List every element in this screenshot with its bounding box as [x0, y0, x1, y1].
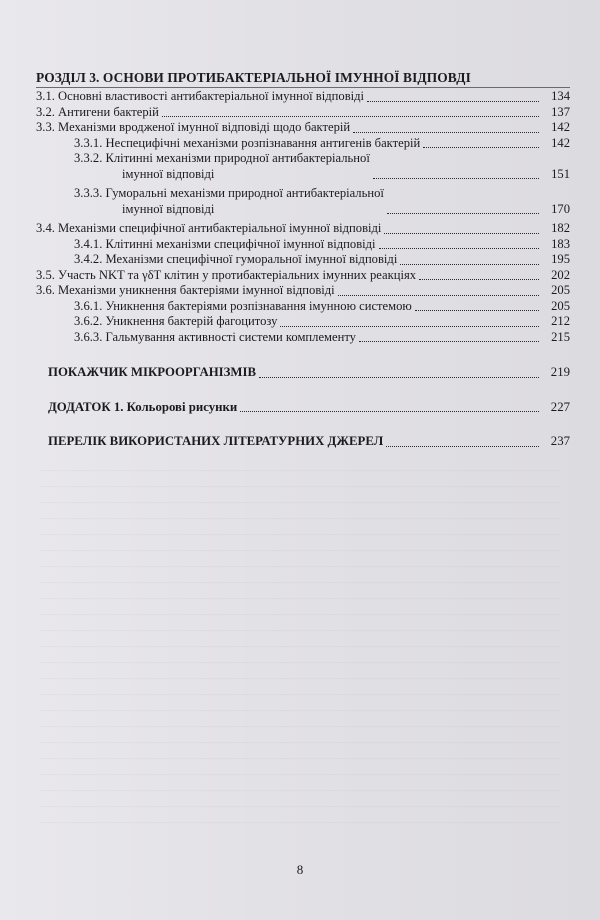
section-title: РОЗДІЛ 3. ОСНОВИ ПРОТИБАКТЕРІАЛЬНОЇ ІМУННОЇ ВІДПОВДІ: [36, 70, 570, 88]
toc-entry-page: 227: [550, 399, 570, 414]
leader-dots: [353, 132, 539, 133]
toc-entry-text: 3.6.3. Гальмування активності системи комплементу: [74, 329, 356, 344]
toc-entry: [36, 186, 570, 217]
toc-entry-text: 3.3.2. Клітинні механізми природної антибактеріальної: [74, 151, 370, 165]
leader-dots: [379, 248, 539, 249]
leader-dots: [162, 116, 539, 117]
toc-entry-text: 3.2. Антигени бактерій: [36, 104, 159, 119]
toc-entry: [36, 221, 570, 237]
toc-entry-text: 3.1. Основні властивості антибактеріальної імунної відповіді: [36, 89, 365, 103]
toc-entry-text: 3.4.1. Клітинні механізми специфічної імунної відповіді: [74, 236, 376, 251]
toc-entry-page: 205: [551, 283, 570, 297]
toc-entry-page: 134: [551, 89, 570, 103]
toc-entry-text-continued: імунної відповіді: [122, 166, 215, 181]
toc-entry-text: 3.4.2. Механізми специфічної гуморальної імунної відповіді: [74, 252, 398, 266]
toc-entry: [36, 151, 570, 182]
toc-entry-page: 215: [551, 329, 570, 344]
toc-entry: [36, 136, 570, 152]
leader-dots: [386, 446, 539, 447]
toc-entry-page: 183: [551, 236, 570, 251]
toc-entry-text: ДОДАТОК 1. Кольорові рисунки: [48, 399, 238, 414]
leader-dots: [384, 233, 539, 234]
toc-entry-page: 219: [550, 365, 570, 379]
toc-entry: [36, 283, 570, 299]
toc-entry-text-block: [74, 151, 370, 182]
toc-entry-text: 3.6.1. Уникнення бактеріями розпізнавання імунною системою: [74, 298, 412, 313]
toc-entry: [36, 314, 570, 330]
toc-major-entry: [36, 400, 570, 416]
leader-dots: [240, 411, 539, 412]
toc-entry-page: 137: [551, 104, 570, 119]
toc-entry: [36, 252, 570, 268]
leader-dots: [373, 178, 539, 179]
toc-major-entry: [36, 434, 570, 450]
toc-entry-text-block: [74, 186, 384, 217]
leader-dots: [259, 377, 539, 378]
toc-entry-text: 3.3.3. Гуморальні механізми природної антибактеріальної: [74, 186, 384, 200]
toc-entry-text: 3.4. Механізми специфічної антибактеріальної імунної відповіді: [36, 221, 382, 235]
toc-entry-text: 3.5. Участь NKT та γδT клітин у протибактеріальних імунних реакціях: [36, 267, 417, 282]
toc-entry-text: 3.6.2. Уникнення бактерій фагоцитозу: [74, 314, 278, 328]
leader-dots: [415, 310, 539, 311]
bleed-through-text: [40, 470, 560, 830]
leader-dots: [419, 279, 539, 280]
leader-dots: [387, 213, 539, 214]
toc-major-entry: [36, 365, 570, 381]
toc-entry-text: 3.3.1. Неспецифічні механізми розпізнавання антигенів бактерій: [74, 135, 421, 150]
toc-entry: [36, 120, 570, 136]
toc-entry-page: 142: [551, 120, 570, 134]
toc-entry: [36, 299, 570, 315]
toc-entry-page: 142: [551, 135, 570, 150]
leader-dots: [367, 101, 539, 102]
toc-entry-text: ПОКАЖЧИК МІКРООРГАНІЗМІВ: [48, 365, 256, 379]
table-of-contents: [36, 70, 570, 450]
page-number: 8: [296, 862, 304, 877]
toc-entry: [36, 89, 570, 105]
toc-entry-text: 3.3. Механізми вродженої імунної відповіді щодо бактерій: [36, 120, 351, 134]
toc-entry-text-continued: імунної відповіді: [122, 201, 215, 216]
toc-entry-page: 195: [551, 252, 570, 266]
leader-dots: [400, 264, 539, 265]
toc-entry-text: 3.6. Механізми уникнення бактеріями імунної відповіді: [36, 283, 335, 297]
toc-entry-text: ПЕРЕЛІК ВИКОРИСТАНИХ ЛІТЕРАТУРНИХ ДЖЕРЕЛ: [48, 434, 384, 448]
toc-entry-page: 202: [551, 267, 570, 282]
toc-entry: [36, 330, 570, 346]
toc-entry-page: 151: [551, 166, 570, 181]
toc-entry: [36, 268, 570, 284]
toc-entry-page: 205: [551, 298, 570, 313]
toc-entry: [36, 105, 570, 121]
toc-entry-page: 170: [551, 201, 570, 216]
leader-dots: [280, 326, 539, 327]
toc-entry-page: 212: [551, 314, 570, 328]
toc-entry-page: 237: [550, 434, 570, 448]
toc-entry-page: 182: [551, 221, 570, 235]
leader-dots: [359, 341, 539, 342]
leader-dots: [423, 147, 539, 148]
leader-dots: [338, 295, 539, 296]
toc-entry: [36, 237, 570, 253]
